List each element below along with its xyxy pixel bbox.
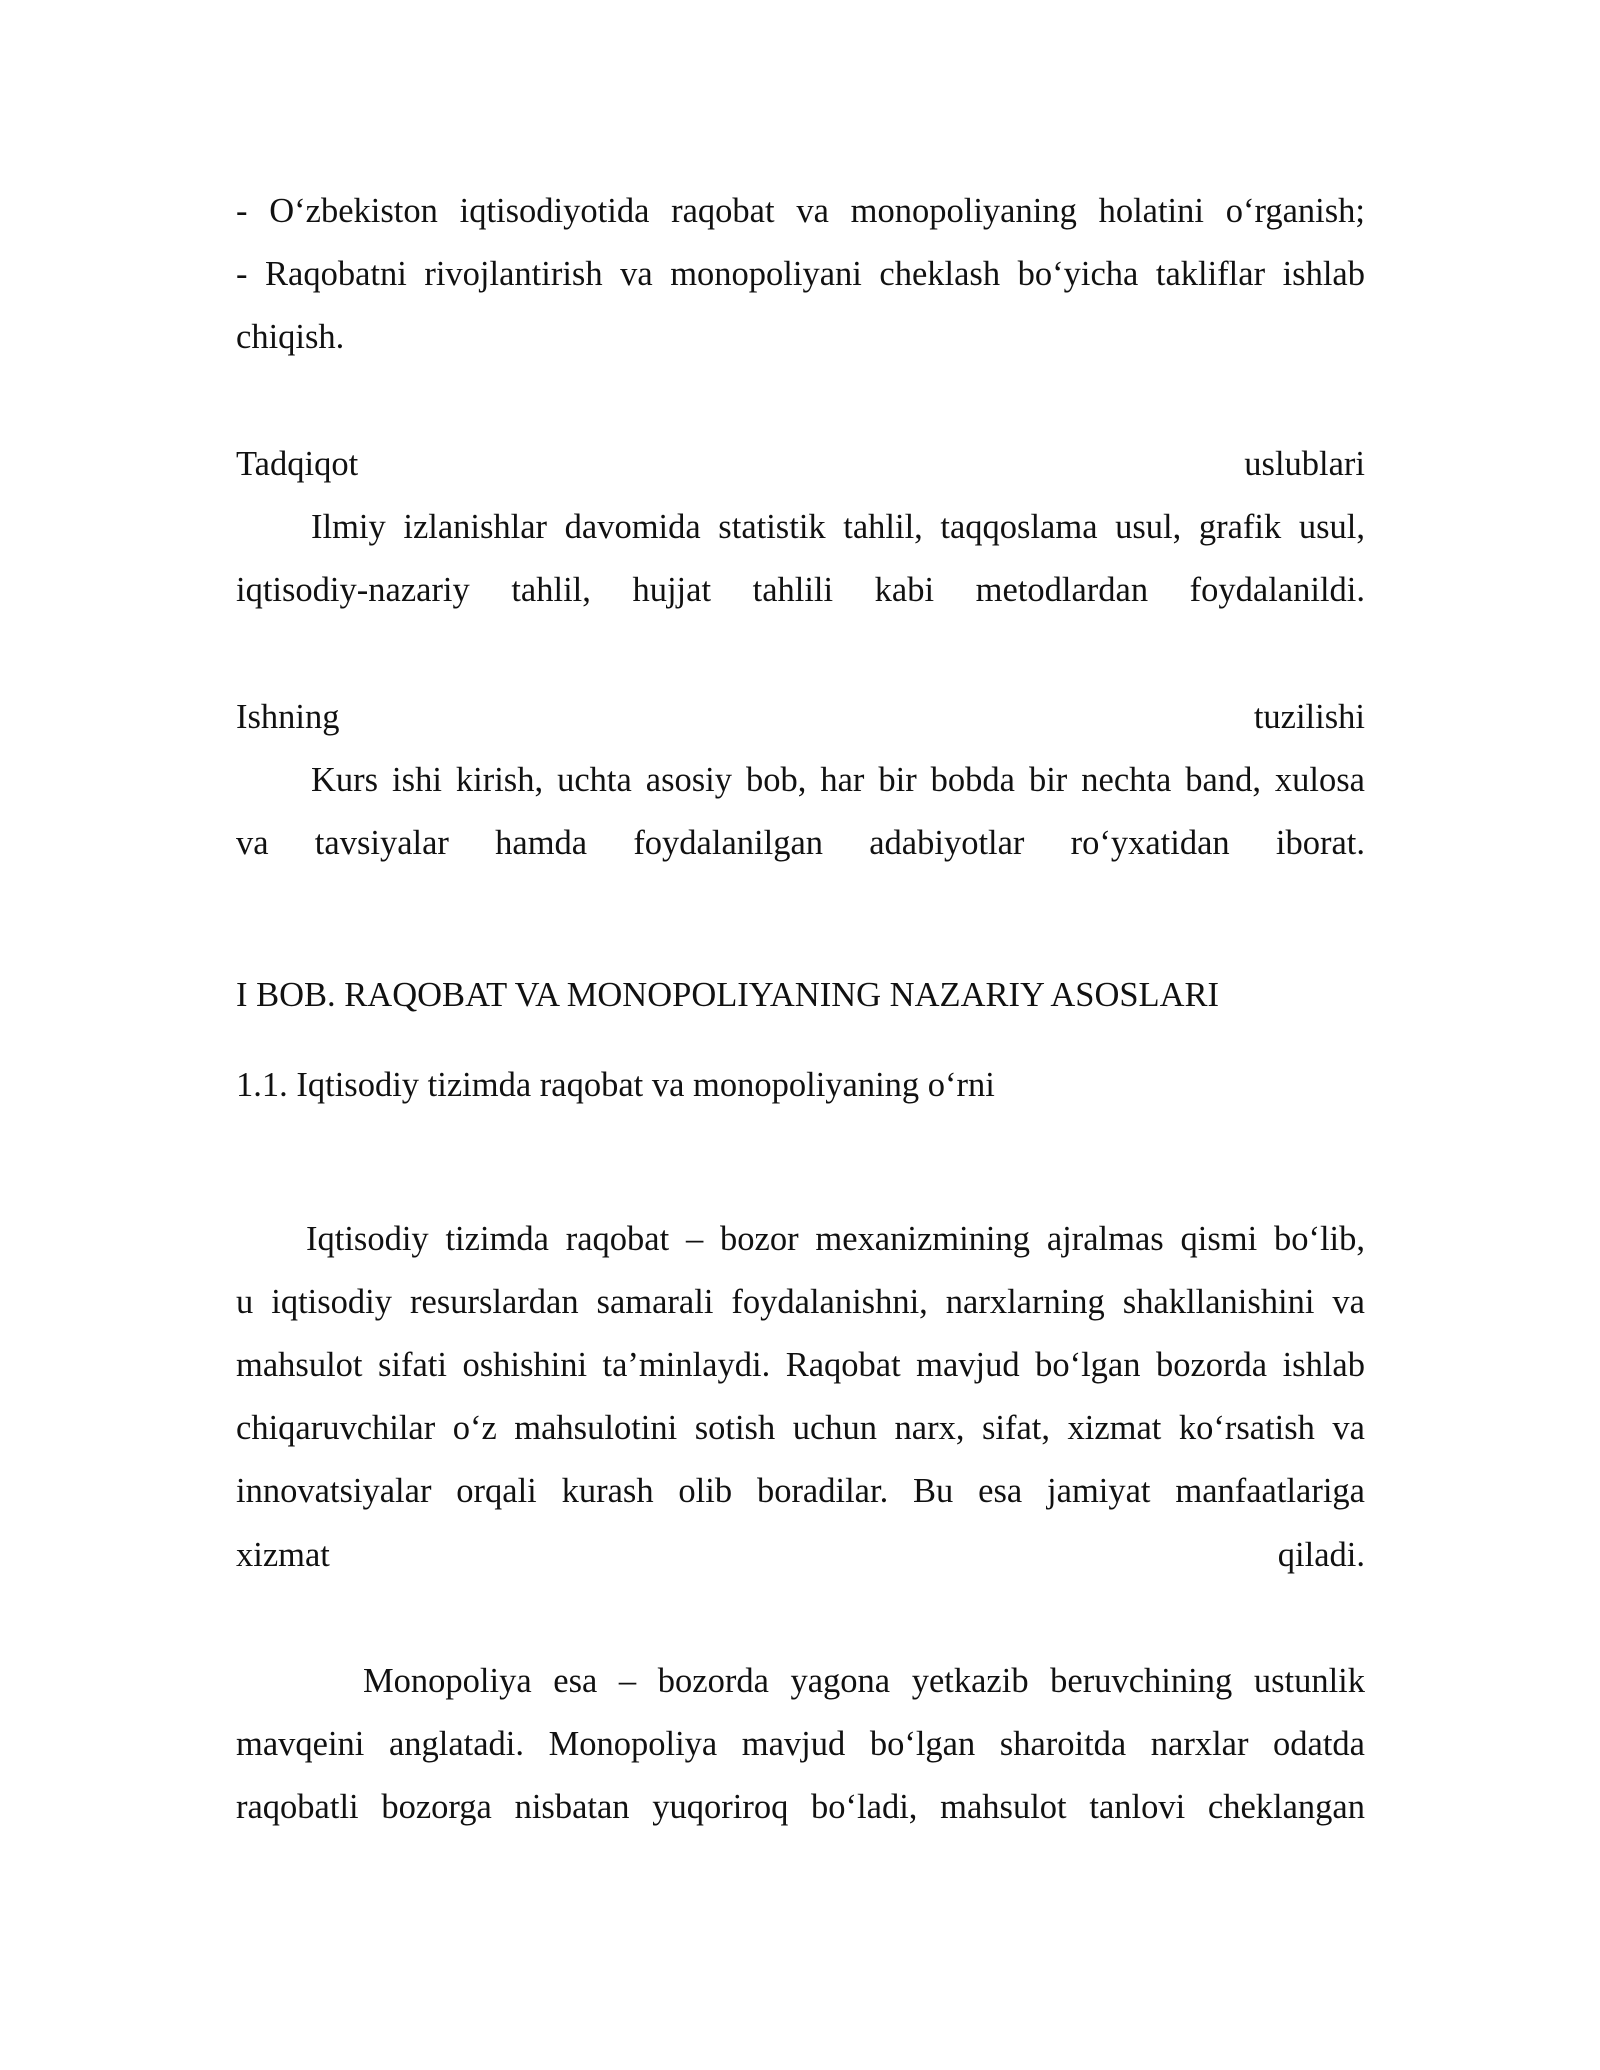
paragraph-1-last-left: xizmat: [236, 1535, 330, 1574]
methods-text-line: Ilmiy izlanishlar davomida statistik tahlil, taqqoslama usul, grafik usul,: [311, 507, 1365, 546]
structure-text-line: Kurs ishi kirish, uchta asosiy bob, har bir bobda bir nechta band, xulosa: [311, 760, 1365, 799]
spacer: [236, 1027, 1365, 1054]
paragraph-1-line: mahsulot sifati oshishini ta’minlaydi. Raqobat mavjud bo‘lgan bozorda ishlab: [236, 1346, 1365, 1384]
objective-item-2: - Raqobatni rivojlantirish va monopoliyani cheklash bo‘yicha takliflar ishlab: [236, 255, 1365, 294]
spacer: [236, 875, 1365, 964]
paragraph-2-line: raqobatli bozorga nisbatan yuqoriroq bo‘ladi, mahsulot tanlovi cheklangan: [236, 1788, 1365, 1827]
section-title: 1.1. Iqtisodiy tizimda raqobat va monopoliyaning o‘rni: [236, 1066, 995, 1105]
methods-heading-left: Tadqiqot: [236, 444, 359, 483]
paragraph-2-line: mavqeini anglatadi. Monopoliya mavjud bo‘lgan sharoitda narxlar odatda: [236, 1725, 1365, 1764]
spacer: [236, 622, 1365, 685]
structure-heading-left: Ishning: [236, 697, 340, 736]
methods-heading-right: uslublari: [1244, 444, 1365, 483]
paragraph-1-line: u iqtisodiy resurslardan samarali foydalanishni, narxlarning shakllanishini va: [236, 1282, 1365, 1321]
document-page: [236, 180, 1365, 1840]
objective-item-1: - O‘zbekiston iqtisodiyotida raqobat va monopoliyaning holatini o‘rganish;: [236, 192, 1365, 230]
paragraph-2-line: Monopoliya esa – bozorda yagona yetkazib beruvchining ustunlik: [363, 1661, 1365, 1700]
methods-heading: [236, 433, 1365, 496]
spacer: [236, 1181, 1365, 1208]
structure-text-line: va tavsiyalar hamda foydalanilgan adabiyotlar ro‘yxatidan iborat.: [236, 823, 1365, 862]
paragraph-1-line: innovatsiyalar orqali kurash olib boradilar. Bu esa jamiyat manfaatlariga: [236, 1472, 1365, 1511]
chapter-title: I BOB. RAQOBAT VA MONOPOLIYANING NAZARIY ASOSLARI: [236, 976, 1220, 1015]
paragraph-1-line: Iqtisodiy tizimda raqobat – bozor mexanizmining ajralmas qismi bo‘lib,: [306, 1219, 1365, 1258]
structure-heading-right: tuzilishi: [1253, 697, 1365, 736]
structure-heading: [236, 686, 1365, 749]
paragraph-1-last-line: [236, 1524, 1365, 1587]
paragraph-1-line: chiqaruvchilar o‘z mahsulotini sotish uchun narx, sifat, xizmat ko‘rsatish va: [236, 1409, 1365, 1448]
spacer: [236, 1587, 1365, 1650]
paragraph-1-last-right: qiladi.: [1277, 1535, 1365, 1574]
spacer: [236, 1117, 1365, 1180]
objective-item-2-continued: chiqish.: [236, 318, 345, 357]
methods-text-line: iqtisodiy-nazariy tahlil, hujjat tahlili kabi metodlardan foydalanildi.: [236, 571, 1365, 610]
spacer: [236, 370, 1365, 433]
